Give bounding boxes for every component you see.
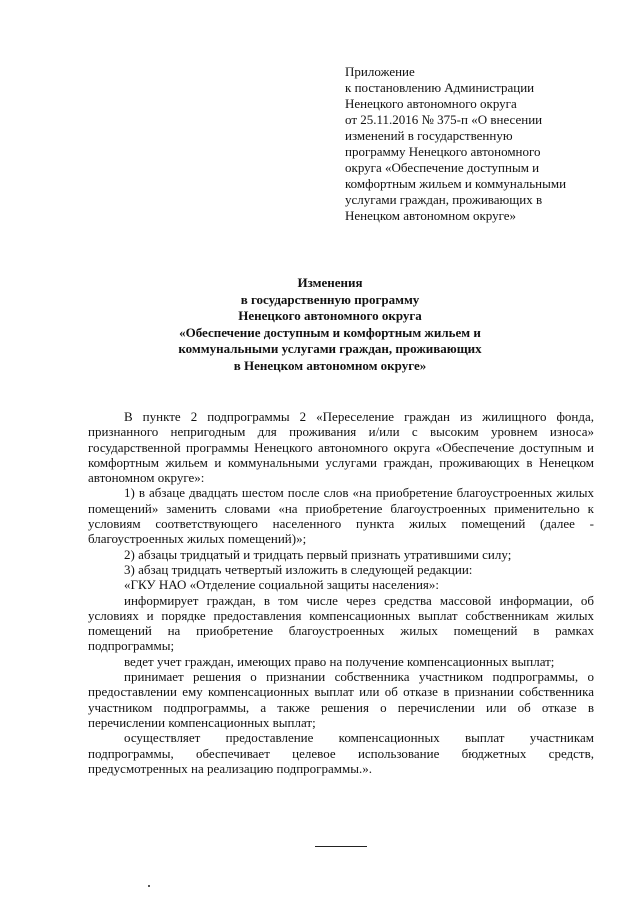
appendix-line: услугами граждан, проживающих в [345,192,543,207]
title-line: Ненецкого автономного округа [238,308,422,323]
title-line: в Ненецком автономном округе» [233,357,427,373]
body-paragraph: «ГКУ НАО «Отделение социальной защиты населения»: [124,577,439,593]
appendix-line: изменений в государственную [345,128,513,143]
body-paragraph: 1) в абзаце двадцать шестом после слов «на приобретение благоустроенных жилых помещений» заменить словами «на приобретение благоустроенных применительно к условиям соответствующего населенного пункта жилых помещений (далее - благоустроенных жилых помещений)»; [88,485,594,547]
body-paragraph: В пункте 2 подпрограммы 2 «Переселение граждан из жилищного фонда, признанного непригодным для проживания и/или с высоким уровнем износа» государственной программы Ненецкого автономного округа «Обеспечение доступным и комфортным жильем и коммунальными услугами граждан, проживающих в Ненецком автономном округе»: [88,409,594,486]
appendix-line: от 25.11.2016 № 375-п «О внесении [345,112,543,127]
appendix-line: Ненецкого автономного округа [345,96,517,111]
appendix-line: округа «Обеспечение доступным и [345,160,540,175]
body-paragraph: осуществляет предоставление компенсационных выплат участникам подпрограммы, обеспечивает целевое использование бюджетных средств, предусмотренных на реализацию подпрограммы.». [88,730,594,776]
body-paragraph: информирует граждан, в том числе через средства массовой информации, об условиях и порядке предоставления компенсационных выплат собственникам жилых помещений на приобретение благоустроенных жилых помещений в рамках подпрограммы; [88,592,594,654]
body-paragraph: 2) абзацы тридцатый и тридцать первый признать утратившими силу; [124,546,512,562]
document-body [88,409,594,776]
appendix-line: Ненецком автономном округе» [345,208,517,223]
title-line: Изменения [297,275,363,290]
appendix-line: к постановлению Администрации [345,80,535,95]
title-line: в государственную программу [240,291,420,307]
appendix-header [345,64,605,224]
document-title [60,275,600,374]
appendix-line: программу Ненецкого автономного [345,144,541,159]
appendix-line: Приложение [345,64,415,79]
title-line: коммунальными услугами граждан, проживающих [178,341,482,356]
appendix-line: комфортным жильем и коммунальными [345,176,567,191]
body-paragraph: принимает решения о признании собственника участником подпрограммы, о предоставлении ему компенсационных выплат или об отказе в признании собственника участником подпрограммы, а также решения о перечислении или об отказе в перечислении компенсационных выплат; [88,669,594,730]
scan-speck [148,885,150,887]
title-line: «Обеспечение доступным и комфортным жильем и [179,324,481,340]
body-paragraph: 3) абзац тридцать четвертый изложить в следующей редакции: [124,561,473,577]
body-paragraph: ведет учет граждан, имеющих право на получение компенсационных выплат; [124,653,555,669]
footer-divider [315,846,367,847]
